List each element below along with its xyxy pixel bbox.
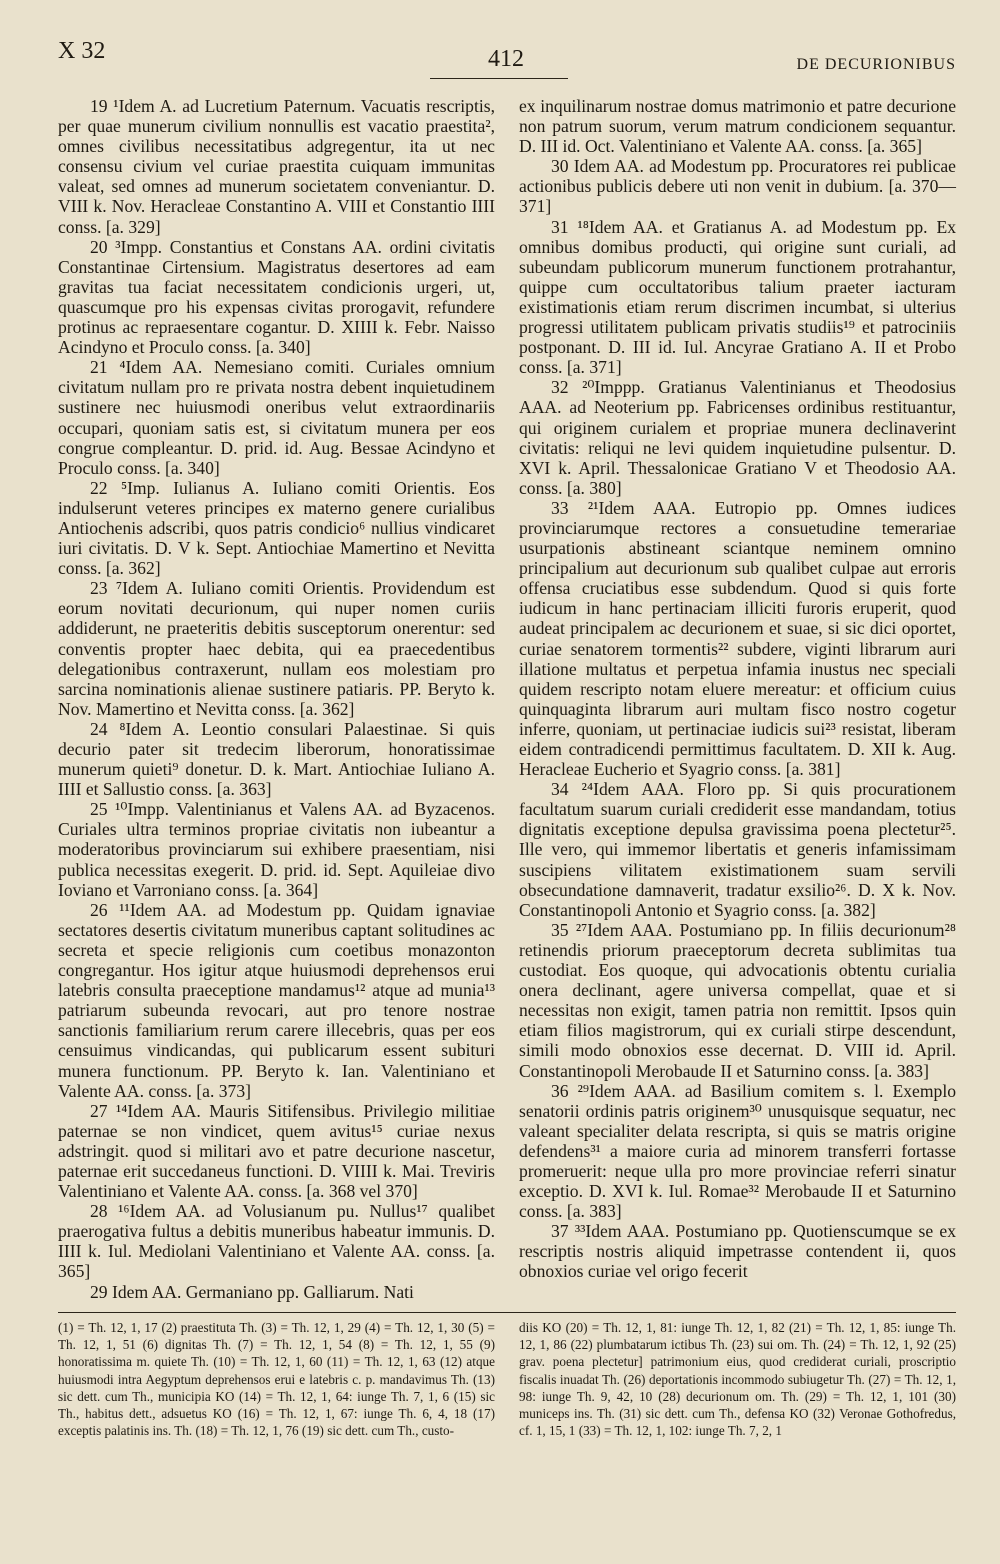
law-20: 20 ³Impp. Constantius et Constans AA. ordini civitatis Constantinae Cirtensium. Magistratus desertores ad eam gravitas tua faciat necessitatem condicionis urgeri, ut, quascumque pro his expensas civitas prorogavit, refundere protinus ac repraesentare cogantur. D. XIIII k. Febr. Naisso Acindyno et Proculo conss. [a. 340] (58, 236, 495, 358)
law-29-continued: ex inquilinarum nostrae domus matrimonio et patre decurione non patrum suorum, verum matrum condicionem sequantur. D. III id. Oct. Valentiniano et Valente AA. conss. [a. 365] (519, 96, 956, 157)
law-23: 23 ⁷Idem A. Iuliano comiti Orientis. Providendum est eorum novitati decurionum, qui nuper nomen curiis addiderunt, ne praeteritis debitis susceptorum onerentur: sed conventis propter haec debita, qui ea praecedentibus delegationibus contraxerunt, nullam eos molestiam pro sarcina nominationis alienae sustinere patiaris. PP. Beryto k. Nov. Mamertino et Nevitta conss. [a. 362] (58, 578, 495, 719)
law-28: 28 ¹⁶Idem AA. ad Volusianum pu. Nullus¹⁷ qualibet praerogativa fultus a debitis muneribus habeatur immunis. D. IIII k. Iul. Mediolani Valentiniano et Valente AA. conss. [a. 365] (58, 1201, 495, 1282)
law-35: 35 ²⁷Idem AAA. Postumiano pp. In filiis decurionum²⁸ retinendis priorum praeceptorum decreta sublimitas tua custodiat. Eos quoque, qui advocationis obtentu curialia onera declinant, agere universa compellat, quae et si necessitas non exigit, tamen patria non remittit. Ipsos quin etiam filios magistrorum, qui ex curiali stirpe descendunt, simili modo obnoxios esse decernat. D. VIII id. April. Constantinopoli Merobaude II et Saturnino conss. [a. 383] (519, 919, 956, 1081)
page-number-rule (430, 78, 568, 79)
law-22: 22 ⁵Imp. Iulianus A. Iuliano comiti Orientis. Eos indulserunt veteres principes ex materno genere curialibus Antiochenis adscribi, quos patris condicio⁶ nullius vindicaret iuri civitatis. D. V k. Sept. Antiochiae Mamertino et Nevitta conss. [a. 362] (58, 477, 495, 579)
law-32: 32 ²⁰Imppp. Gratianus Valentinianus et Theodosius AAA. ad Neoterium pp. Fabricenses ordinibus restituantur, qui originem curialem et propriae munera declinaverint civitatis: reliqui ne levi quidem inquietudine pulsentur. D. XVI k. April. Thessalonicae Gratiano V et Theodosio AA. conss. [a. 380] (519, 377, 956, 498)
law-30: 30 Idem AA. ad Modestum pp. Procuratores rei publicae actionibus publicis debere uti non venit in dubium. [a. 370—371] (519, 156, 956, 217)
page-number: 412 (488, 46, 524, 72)
footnote-rule (58, 1312, 956, 1313)
law-33: 33 ²¹Idem AAA. Eutropio pp. Omnes iudices provinciarumque rectores a consuetudine temerariae usurpationis abstineant sciantque neminem omnino principalium aut decurionum sub qualibet culpae aut erroris offensa cruciatibus esse subdendum. Quod si quis forte iudicum in hanc pertinaciam illiciti furoris eruperit, quod audeat principalem ac decurionem et suae, si sic dici oportet, curiae senatorem tormentis²² subdere, viginti librarum auri illatione multatus et perpetua infamia inustus nec speciali quidem rescripto notam eluere mereatur: et officium cuius quinquaginta librarum auri multam fisco nostro cogetur inferre, quoniam, ut pertinaciae iudicis sui²³ resistat, liberam eidem contradicendi permittimus facultatem. D. XII k. Aug. Heracleae Eucherio et Syagrio conss. [a. 381] (519, 497, 956, 780)
right-column (519, 96, 956, 1302)
law-19: 19 ¹Idem A. ad Lucretium Paternum. Vacuatis rescriptis, per quae munerum civilium nonnullis est vacatio praestita², omnes civilibus necessitatibus adgregentur, ita ut nec consensu civium vel curiae praestita cuiquam immunitas valeat, sed omnes ad munerum societatem conveniantur. D. VIII k. Nov. Heracleae Constantino A. VIII et Constantio IIII conss. [a. 329] (58, 96, 495, 237)
running-header (58, 38, 956, 96)
law-34: 34 ²⁴Idem AAA. Floro pp. Si quis procurationem facultatum suarum curiali crediderit esse mandandam, totius dignitatis exceptione depulsa gravissima poena plectetur²⁵. Ille vero, qui immemor libertatis et generis infamissimam suscipiens vilitatem existimationem suam servili obsecundatione damnaverit, tradatur exsilio²⁶. D. X k. Nov. Constantinopoli Antonio et Syagrio conss. [a. 382] (519, 779, 956, 920)
section-marker: X 32 (58, 38, 106, 64)
body-columns (58, 96, 956, 1302)
law-26: 26 ¹¹Idem AA. ad Modestum pp. Quidam ignaviae sectatores desertis civitatum muneribus captant solitudines ac secreta et specie religionis cum coetibus monazonton congregantur. Hos igitur atque huiusmodi deprehensos erui latebris consulta praeceptione mandamus¹² atque ad munia¹³ patriarum subeunda revocari, aut pro tenore nostrae sanctionis familiarium rerum carere illecebris, quas per eos censuimus vindicandas, qui publicarum essent subituri munera functionum. PP. Beryto k. Ian. Valentiniano et Valente AA. conss. [a. 373] (58, 899, 495, 1101)
law-36: 36 ²⁹Idem AAA. ad Basilium comitem s. l. Exemplo senatorii ordinis patris originem³⁰ unusquisque sequatur, nec valeant specialiter delata rescripta, si quis se matris origine defendens³¹ a maiore curia ad minorem transferri fortasse promeruerit: neque ulla pro more provinciae referri sinatur exceptio. D. XVI k. Iul. Romae³² Merobaude II et Saturnino conss. [a. 383] (519, 1080, 956, 1222)
law-25: 25 ¹⁰Impp. Valentinianus et Valens AA. ad Byzacenos. Curiales ultra terminos propriae civitatis non iubeantur a moderatoribus provinciarum sui exhibere praesentiam, nisi publica necessitas exegerit. D. prid. id. Sept. Aquileiae divo Ioviano et Varroniano conss. [a. 364] (58, 799, 495, 900)
law-37: 37 ³³Idem AAA. Postumiano pp. Quotienscumque se ex rescriptis nostris aliquid impetrasse contendent ii, quos obnoxios curiae vel origo fecerit (519, 1221, 956, 1282)
footnotes-right: diis KO (20) = Th. 12, 1, 81: iunge Th. 12, 1, 82 (21) = Th. 12, 1, 85: iunge Th. 12, 1, 86 (22) plumbatarum ictibus Th. (23) sui om. Th. (24) = Th. 12, 1, 92 (25) grav. poena plectetur] patrimonium eius, quod crediderat curiali, proscriptio fiscalis inuadat Th. (26) deportationis incommodo subiugetur Th. (27) = Th. 12, 1, 98: iunge Th. 9, 42, 10 (28) decurionum om. Th. (29) = Th. 12, 1, 101 (30) municeps ins. Th. (31) sic dett. cum Th., defensa KO (32) Veronae Gothofredus, cf. 1, 15, 1 (33) = Th. 12, 1, 102: iunge Th. 7, 2, 1 (519, 1319, 956, 1439)
law-21: 21 ⁴Idem AA. Nemesiano comiti. Curiales omnium civitatum nullam pro re privata nostra debent inquietudinem sustinere nec huiusmodi oneribus velut extraordinariis occupari, quoniam satis est, si civitatum munera per eos congrue compleantur. D. prid. id. Aug. Bessae Acindyno et Proculo conss. [a. 340] (58, 357, 495, 478)
law-29: 29 Idem AA. Germaniano pp. Galliarum. Nati (90, 1281, 414, 1302)
footnotes-left: (1) = Th. 12, 1, 17 (2) praestituta Th. (3) = Th. 12, 1, 29 (4) = Th. 12, 1, 30 (5) = Th. 12, 1, 51 (6) dignitas Th. (7) = Th. 12, 1, 54 (8) = Th. 12, 1, 55 (9) honoratissima m. quiete Th. (10) = Th. 12, 1, 60 (11) = Th. 12, 1, 63 (12) atque huiusmodi intra Aegyptum deprehensos erui e latebris c. p. mandavimus Th. (13) sic dett. cum Th., municipia KO (14) = Th. 12, 1, 64: iunge Th. 7, 1, 6 (15) sic Th., habitus dett., adsuetus KO (16) = Th. 12, 1, 67: iunge Th. 6, 4, 18 (17) exceptis palatinis ins. Th. (18) = Th. 12, 1, 76 (19) sic dett. cum Th., custo- (58, 1319, 495, 1439)
footnotes (58, 1319, 956, 1440)
law-27: 27 ¹⁴Idem AA. Mauris Sitifensibus. Privilegio militiae paternae se non vindicet, quem avitus¹⁵ curiae nexus adstringit. quod si militari avo et patre decurione nascetur, paternae erit succedaneus functioni. D. VIIII k. Mai. Treviris Valentiniano et Valente AA. conss. [a. 368 vel 370] (58, 1100, 495, 1202)
left-column (58, 96, 495, 1302)
law-31: 31 ¹⁸Idem AA. et Gratianus A. ad Modestum pp. Ex omnibus domibus producti, qui origine sunt curiali, ad subeundam publicorum munerum functionem protrahantur, quippe cum occultatoribus talium praeter iacturam existimationis etiam rerum discrimen incumbat, si ulterius progressi utilitatem publicam privatis studiis¹⁹ et patrociniis postponant. D. III id. Iul. Ancyrae Gratiano A. II et Probo conss. [a. 371] (519, 216, 956, 378)
running-title: DE DECURIONIBUS (796, 56, 956, 73)
law-24: 24 ⁸Idem A. Leontio consulari Palaestinae. Si quis decurio pater sit tredecim liberorum, honoratissimae munerum quieti⁹ donetur. D. k. Mart. Antiochiae Iuliano A. IIII et Sallustio conss. [a. 363] (58, 718, 495, 800)
